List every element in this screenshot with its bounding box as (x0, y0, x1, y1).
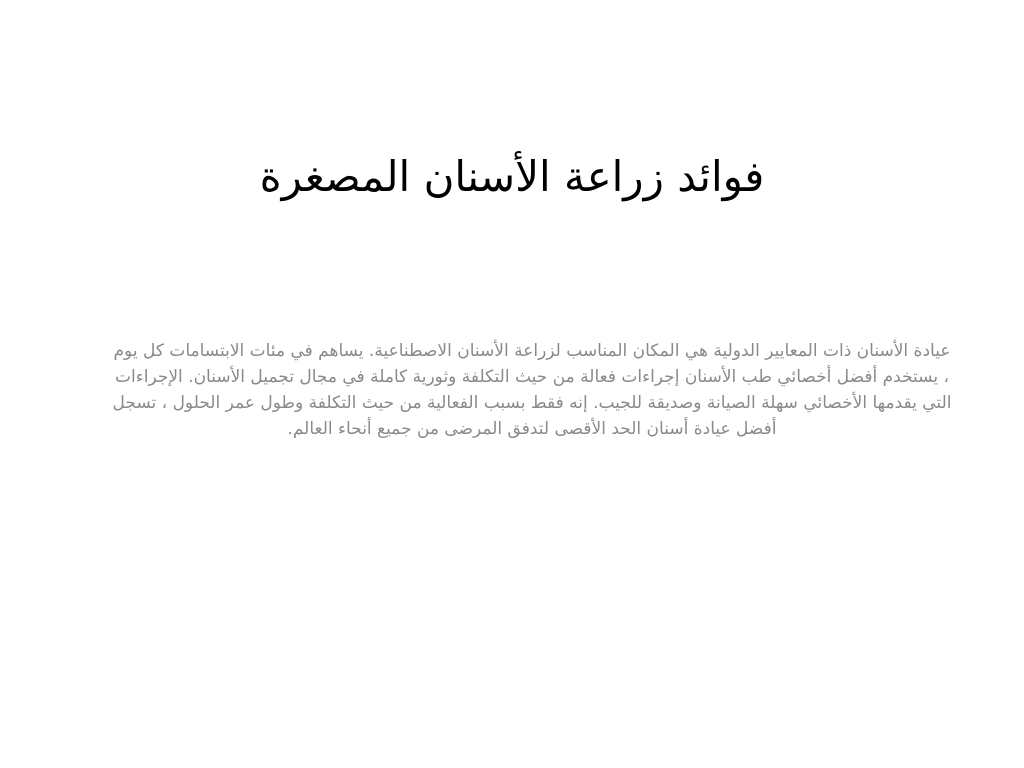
slide-title: فوائد زراعة الأسنان المصغرة (259, 151, 765, 201)
slide-body-text: عيادة الأسنان ذات المعايير الدولية هي المكان المناسب لزراعة الأسنان الاصطناعية. يساهم في مئات الابتسامات كل يوم ، يستخدم أفضل أخصائي طب الأسنان إجراءات فعالة من حيث التكلفة وثورية كاملة في مجال تجميل الأسنان. الإجراءات التي يقدمها الأخصائي سهلة الصيانة وصديقة للجيب. إنه فقط بسبب الفعالية من حيث التكلفة وطول عمر الحلول ، تسجل أفضل عيادة أسنان الحد الأقصى لتدفق المرضى من جميع أنحاء العالم. (112, 341, 952, 439)
